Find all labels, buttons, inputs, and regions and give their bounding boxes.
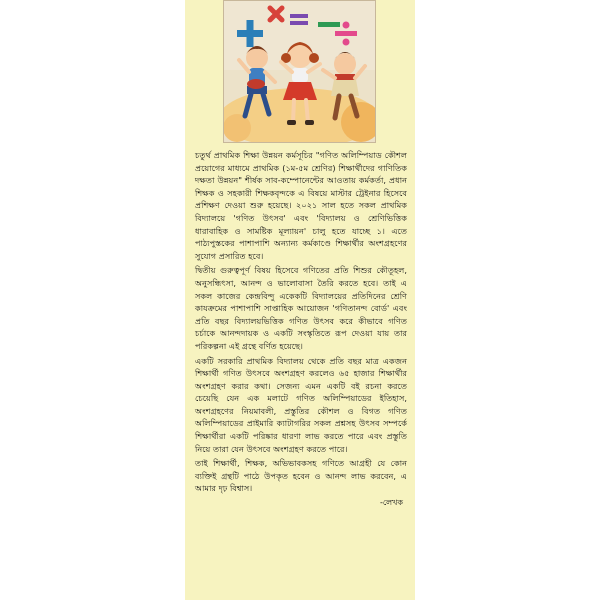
author-signature: -লেখক <box>380 498 403 508</box>
paragraph-3: একটি সরকারি প্রাথমিক বিদ্যালয় থেকে প্রতি বছর মাত্র একজন শিক্ষার্থী গণিত উৎসবে অংশগ্রহণ করলেও ৬৫ হাজার শিক্ষার্থীর অংশগ্রহণ করার কথা। সেজন্য এমন একটি বই রচনা করতে চেয়েছি যেন এক মলাটে গণিত অলিম্পিয়াডের ইতিহাস, অংশগ্রহণের নিয়মাবলী, প্রস্তুতির কৌশল ও বিগত গণিত অলিম্পিয়াডের প্রাইমারি ক্যাটাগরির সকল প্রশ্নসহ উৎসব সম্পর্কে শিক্ষার্থীরা একটি পরিষ্কার ধারণা লাভ করতে পারে এবং প্রস্তুতি নিয়ে তারা যেন উৎসবে অংশগ্রহণ করতে পারে। <box>195 355 407 454</box>
minus-symbol-icon <box>318 22 340 27</box>
paragraph-4: তাই শিক্ষার্থী, শিক্ষক, অভিভাবকসহ গণিতে আগ্রহী যে কোন ব্যক্তিই গ্রন্থটি পাঠে উপকৃত হবেন ও আনন্দ লাভ করবেন, এ আমার দৃঢ় বিশ্বাস। <box>195 458 407 494</box>
back-cover-text <box>195 149 407 509</box>
kids-math-illustration <box>223 0 376 143</box>
paragraph-2: দ্বিতীয় গুরুত্বপূর্ণ বিষয় হিসেবে গণিতের প্রতি শিশুর কৌতূহল, অনুসন্ধিৎসা, আনন্দ ও ভালোবাসা তৈরি করতে হবে। তাই এ সকল কাজের কেন্দ্রবিন্দু একেকটি বিদ্যালয়ের প্রতিদিনের শ্রেণি কাযক্রমের পাশাপাশি সাপ্তাহিক আয়োজন 'গণিতানন্দ বোর্ড' এবং প্রতি বছর বিদ্যালয়ভিত্তিক গণিত উৎসব করে কীভাবে গণিত চর্চাকে আনন্দদায়ক ও একটি সংস্কৃতিতে রূপ দেওয়া যায় তার পরিকল্পনা এই গ্রন্থে বর্ণিত হয়েছে। <box>195 265 407 351</box>
paragraph-1: চতুর্থ প্রাথমিক শিক্ষা উন্নয়ন কর্মসূচির "গণিত অলিম্পিয়াড কৌশল প্রয়োগের মাধ্যমে প্রাথমিক (১ম-৫ম শ্রেণির) শিক্ষার্থীদের গাণিতিক দক্ষতা উন্নয়ন" শীর্ষক সাব-কম্পোনেন্টের আওতায় কর্মকর্তা, প্রধান শিক্ষক ও সহকারী শিক্ষকবৃন্দকে এ বিষয়ে মাস্টার ট্রেইনার হিসেবে প্রশিক্ষণ দেওয়া শুরু হয়েছে। ২০২১ সাল হতে সকল প্রাথমিক বিদ্যালয়ে 'গণিত উৎসব' এবং 'বিদ্যালয় ও শ্রেণিভিত্তিক ধারাবাহিক ও সামষ্টিক মূল্যায়ন' চালু হতে যাচ্ছে ১। এতে পাঠ্যপুস্তকের পাশাপাশি অন্যান্য কর্মকাণ্ডে শিক্ষার্থীর অংশগ্রহণের সুযোগ প্রসারিত হবে। <box>195 150 407 261</box>
